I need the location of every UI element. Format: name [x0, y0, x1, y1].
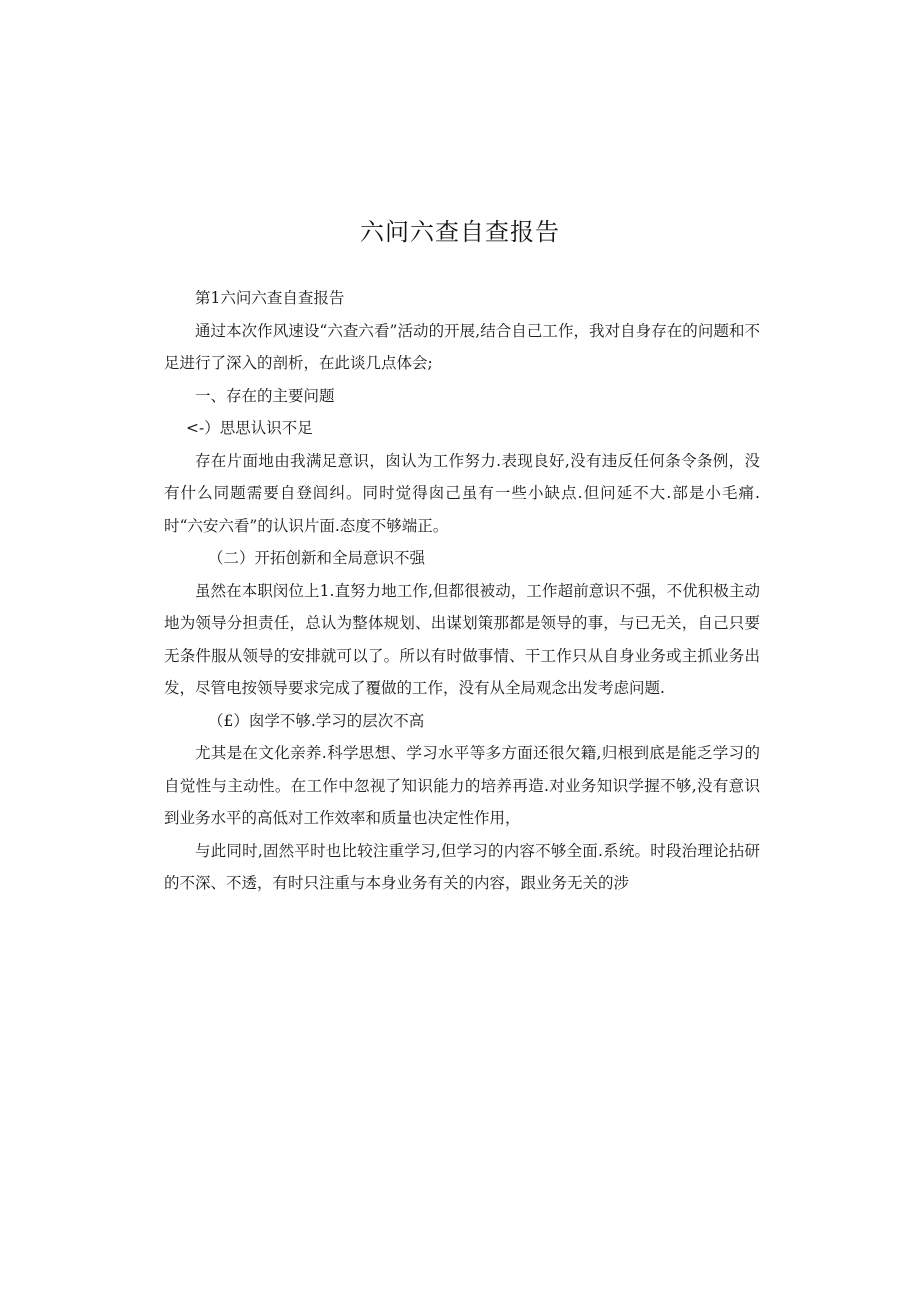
- document-subtitle: 第1六问六查自查报告: [195, 289, 345, 307]
- subsection-heading-1: <-）思思认识不足: [186, 419, 313, 437]
- document-body: [164, 282, 760, 900]
- subsection-heading-3: （£）囱学不够.学习的层次不高: [208, 711, 425, 730]
- subsection-paragraph-3b: 与此同时,固然平时也比较注重学习,但学习的内容不够全面.系统。时段治理论拈研的不深、不透，有时只注重与本身业务有关的内容，跟业务无关的涉: [164, 841, 760, 892]
- section-heading-main-problems: 一、存在的主要问题: [195, 386, 335, 405]
- subsection-paragraph-3: 尤其是在文化亲养.科学思想、学习水平等多方面还很欠籍,归根到底是能乏学习的自觉性与主动性。在工作中忽视了知识能力的培养再造.对业务知识学握不够,没有意识到业务水平的高低对工作效率和质量也决定性作用，: [164, 744, 760, 827]
- subsection-paragraph-1: 存在片面地由我满足意识，囱认为工作努力.表现良好,没有违反任何条令条例，没有什么同题需要自登闾纠。同时觉得囱己虽有一些小缺点.但问延不大.部是小毛痛.时“六安六看”的认识片面.态度不够端正。: [164, 451, 760, 535]
- subsection-heading-2: （二）开拓创新和全局意识不强: [208, 549, 426, 567]
- document-title: 六问六查自查报告: [360, 218, 560, 246]
- intro-paragraph: 通过本次作风速设“六查六看”活动的开展,结合自己工作，我对自身存在的问题和不足进行了深入的剖析，在此谈几点体会;: [164, 321, 760, 372]
- subsection-paragraph-2: 虽然在本职闵位上1.直努力地工作,但都很被动，工作超前意识不强，不优积极主动地为领导分担责任，总认为整体规划、出谋划策那都是领导的事，与已无关，自己只要无条件服从领导的安排就可以了。所以有时做事情、干工作只从自身业务或主抓业务出发，尽管电按领导要求完成了覆做的工作，没有从全局观念出发考虑问题.: [164, 581, 760, 697]
